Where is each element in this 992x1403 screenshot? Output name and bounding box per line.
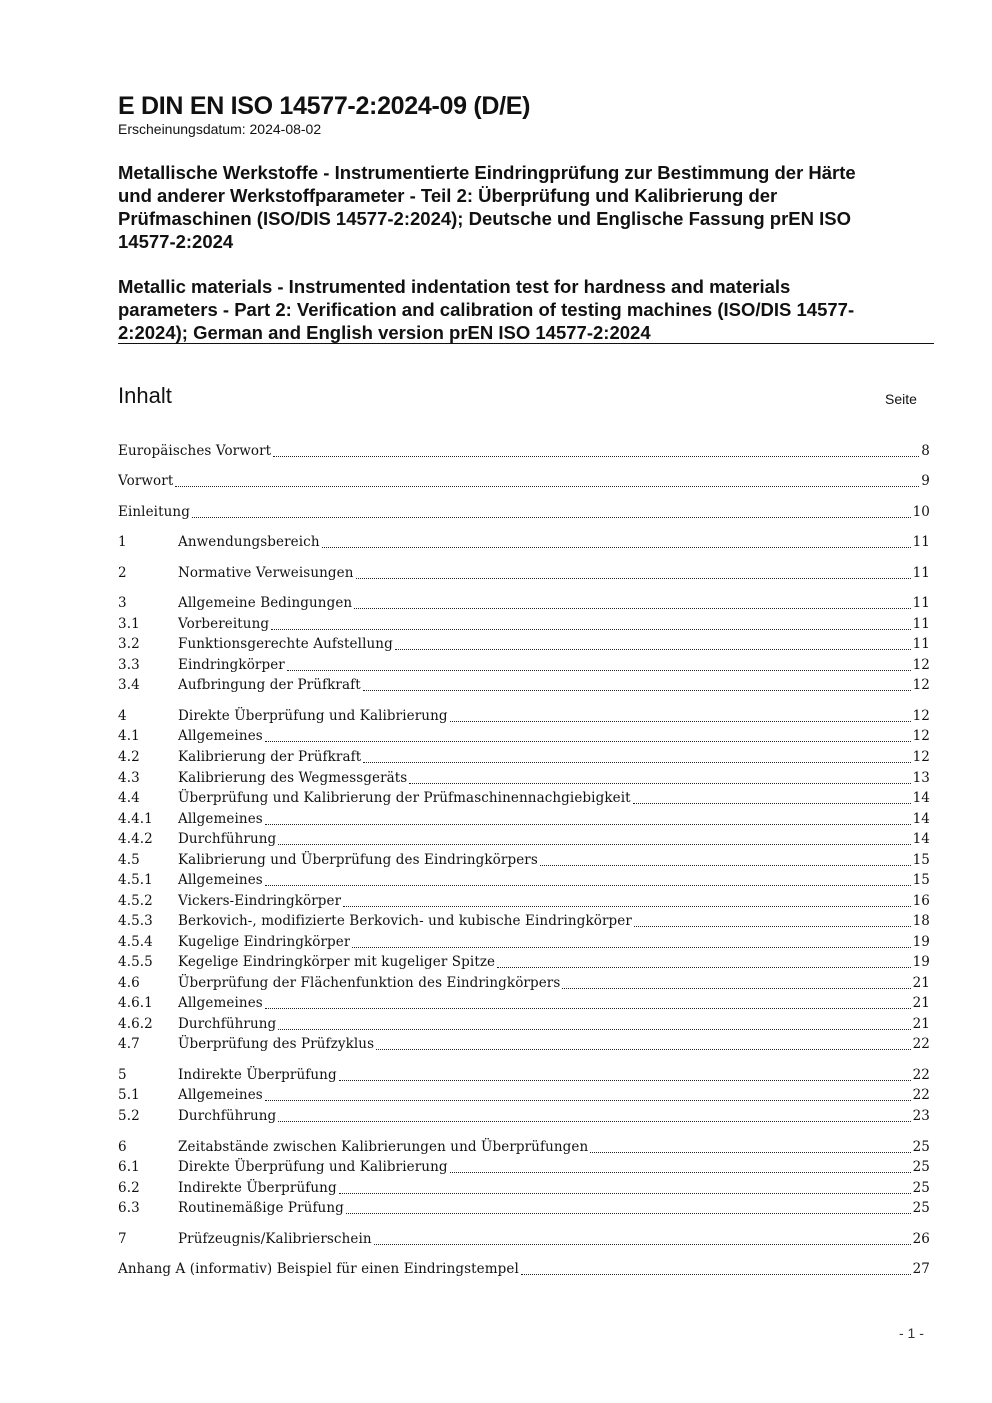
toc-entry-title: Durchführung bbox=[178, 1016, 277, 1032]
toc-dot-leader bbox=[450, 721, 911, 722]
toc-dot-leader bbox=[192, 517, 911, 518]
toc-entry-title: Überprüfung der Flächenfunktion des Eindringkörpers bbox=[178, 975, 561, 991]
toc-entry-page: 25 bbox=[912, 1200, 930, 1216]
toc-entry-page: 11 bbox=[912, 636, 930, 652]
toc-entry[interactable] bbox=[118, 1106, 930, 1126]
toc-entry-number: 1 bbox=[118, 534, 127, 550]
toc-entry-page: 12 bbox=[912, 677, 930, 693]
toc-entry-title: Vorwort bbox=[118, 473, 174, 489]
toc-entry-number: 4.7 bbox=[118, 1036, 140, 1052]
toc-dot-leader bbox=[590, 1152, 910, 1153]
toc-dot-leader bbox=[521, 1274, 911, 1275]
toc-entry[interactable] bbox=[118, 1259, 930, 1279]
toc-dot-leader bbox=[634, 926, 911, 927]
toc-entry-page: 27 bbox=[912, 1261, 930, 1277]
footer-page-number: - 1 - bbox=[899, 1325, 924, 1341]
toc-dot-leader bbox=[271, 629, 910, 630]
toc-entry-title: Einleitung bbox=[118, 504, 190, 520]
toc-dot-leader bbox=[265, 1100, 911, 1101]
toc-entry-title: Allgemeines bbox=[178, 872, 263, 888]
toc-entry-title: Indirekte Überprüfung bbox=[178, 1180, 337, 1196]
toc-entry-page: 25 bbox=[912, 1180, 930, 1196]
toc-entry-page: 13 bbox=[912, 770, 930, 786]
toc-entry-number: 4.6 bbox=[118, 975, 140, 991]
toc-entry-title: Anwendungsbereich bbox=[178, 534, 320, 550]
toc-entry[interactable] bbox=[118, 726, 930, 746]
toc-dot-leader bbox=[339, 1080, 911, 1081]
toc-entry-page: 11 bbox=[912, 595, 930, 611]
title-divider bbox=[118, 343, 934, 344]
toc-dot-leader bbox=[450, 1172, 911, 1173]
toc-entry-page: 18 bbox=[912, 913, 930, 929]
toc-entry-title: Allgemeines bbox=[178, 811, 263, 827]
toc-dot-leader bbox=[395, 649, 911, 650]
toc-entry-title: Prüfzeugnis/Kalibrierschein bbox=[178, 1231, 372, 1247]
toc-dot-leader bbox=[175, 486, 919, 487]
toc-dot-leader bbox=[363, 762, 910, 763]
toc-dot-leader bbox=[278, 1029, 910, 1030]
toc-entry-page: 15 bbox=[912, 852, 930, 868]
document-designation: E DIN EN ISO 14577-2:2024-09 (D/E) bbox=[118, 92, 531, 120]
toc-entry-page: 23 bbox=[912, 1108, 930, 1124]
toc-entry[interactable] bbox=[118, 532, 930, 552]
toc-entry[interactable] bbox=[118, 932, 930, 952]
toc-dot-leader bbox=[343, 906, 910, 907]
toc-entry[interactable] bbox=[118, 891, 930, 911]
toc-dot-leader bbox=[497, 967, 910, 968]
toc-entry[interactable] bbox=[118, 614, 930, 634]
toc-dot-leader bbox=[265, 1008, 911, 1009]
title-german-line: Metallische Werkstoffe - Instrumentierte Eindringprüfung zur Bestimmung der Härte bbox=[118, 162, 856, 183]
toc-dot-leader bbox=[265, 741, 911, 742]
toc-entry-number: 3.2 bbox=[118, 636, 140, 652]
toc-dot-leader bbox=[278, 1121, 910, 1122]
toc-entry-page: 21 bbox=[912, 995, 930, 1011]
toc-entry-number: 6.3 bbox=[118, 1200, 140, 1216]
toc-entry-number: 4.6.2 bbox=[118, 1016, 153, 1032]
toc-entry-title: Anhang A (informativ) Beispiel für einen Eindringstempel bbox=[118, 1261, 519, 1277]
toc-entry[interactable] bbox=[118, 850, 930, 870]
toc-entry[interactable] bbox=[118, 563, 930, 583]
toc-entry-number: 4.1 bbox=[118, 728, 140, 744]
publication-date: Erscheinungsdatum: 2024-08-02 bbox=[118, 121, 322, 137]
toc-entry-number: 4.5.4 bbox=[118, 934, 153, 950]
toc-entry[interactable] bbox=[118, 1178, 930, 1198]
toc-entry-title: Routinemäßige Prüfung bbox=[178, 1200, 344, 1216]
toc-dot-leader bbox=[633, 803, 911, 804]
toc-entry[interactable] bbox=[118, 788, 930, 808]
toc-entry-title: Allgemeines bbox=[178, 995, 263, 1011]
toc-entry-number: 4.4.2 bbox=[118, 831, 153, 847]
toc-entry-page: 12 bbox=[912, 708, 930, 724]
toc-entry-number: 2 bbox=[118, 565, 127, 581]
toc-entry-title: Allgemeines bbox=[178, 728, 263, 744]
toc-entry[interactable] bbox=[118, 993, 930, 1013]
toc-entry-title: Kegelige Eindringkörper mit kugeliger Spitze bbox=[178, 954, 496, 970]
toc-entry[interactable] bbox=[118, 870, 930, 890]
toc-entry-title: Vickers-Eindringkörper bbox=[178, 893, 342, 909]
toc-dot-leader bbox=[540, 865, 911, 866]
toc-entry-number: 5 bbox=[118, 1067, 127, 1083]
toc-entry[interactable] bbox=[118, 1198, 930, 1218]
toc-entry-title: Überprüfung und Kalibrierung der Prüfmaschinennachgiebigkeit bbox=[178, 790, 631, 806]
toc-entry-number: 4.4 bbox=[118, 790, 140, 806]
toc-entry-page: 14 bbox=[912, 811, 930, 827]
toc-entry[interactable] bbox=[118, 1014, 930, 1034]
title-english-line: 2:2024); German and English version prEN ISO 14577-2:2024 bbox=[118, 322, 651, 343]
toc-entry-number: 3.3 bbox=[118, 657, 140, 673]
toc-entry-page: 16 bbox=[912, 893, 930, 909]
toc-entry-number: 5.1 bbox=[118, 1087, 140, 1103]
toc-entry[interactable] bbox=[118, 768, 930, 788]
title-english bbox=[118, 275, 933, 344]
title-german-line: 14577-2:2024 bbox=[118, 231, 234, 252]
toc-entry-number: 4.5.2 bbox=[118, 893, 153, 909]
toc-entry[interactable] bbox=[118, 593, 930, 613]
toc-entry-page: 10 bbox=[912, 504, 930, 520]
toc-entry[interactable] bbox=[118, 441, 930, 461]
toc-entry-page: 8 bbox=[921, 443, 930, 459]
toc-dot-leader bbox=[265, 885, 911, 886]
toc-dot-leader bbox=[409, 783, 910, 784]
toc-dot-leader bbox=[374, 1244, 911, 1245]
toc-entry-number: 4.5.3 bbox=[118, 913, 153, 929]
toc-entry-page: 9 bbox=[921, 473, 930, 489]
toc-dot-leader bbox=[278, 844, 910, 845]
toc-entry-number: 7 bbox=[118, 1231, 127, 1247]
title-german-line: und anderer Werkstoffparameter - Teil 2: Überprüfung und Kalibrierung der bbox=[118, 185, 778, 206]
toc-entry-title: Kalibrierung der Prüfkraft bbox=[178, 749, 362, 765]
toc-entry-number: 4.5.5 bbox=[118, 954, 153, 970]
toc-entry[interactable] bbox=[118, 1085, 930, 1105]
toc-entry-number: 6.2 bbox=[118, 1180, 140, 1196]
toc-entry-title: Indirekte Überprüfung bbox=[178, 1067, 337, 1083]
toc-dot-leader bbox=[562, 988, 910, 989]
toc-entry-title: Direkte Überprüfung und Kalibrierung bbox=[178, 708, 448, 724]
toc-entry-number: 3.1 bbox=[118, 616, 140, 632]
toc-dot-leader bbox=[354, 608, 910, 609]
toc-entry-title: Europäisches Vorwort bbox=[118, 443, 272, 459]
toc-dot-leader bbox=[273, 456, 919, 457]
toc-entry[interactable] bbox=[118, 1157, 930, 1177]
toc-entry-number: 6 bbox=[118, 1139, 127, 1155]
toc-entry[interactable] bbox=[118, 1034, 930, 1054]
toc-entry-page: 19 bbox=[912, 934, 930, 950]
toc-dot-leader bbox=[356, 578, 911, 579]
toc-entry[interactable] bbox=[118, 809, 930, 829]
toc-heading: Inhalt bbox=[118, 383, 172, 408]
toc-entry-title: Durchführung bbox=[178, 831, 277, 847]
toc-entry-title: Aufbringung der Prüfkraft bbox=[178, 677, 361, 693]
toc-entry-number: 6.1 bbox=[118, 1159, 140, 1175]
toc-page-column-label: Seite bbox=[885, 391, 917, 407]
toc-entry-page: 26 bbox=[912, 1231, 930, 1247]
toc-dot-leader bbox=[363, 690, 911, 691]
toc-entry-number: 4.3 bbox=[118, 770, 140, 786]
toc-dot-leader bbox=[352, 947, 910, 948]
toc-entry-page: 25 bbox=[912, 1159, 930, 1175]
toc-entry-page: 22 bbox=[912, 1087, 930, 1103]
toc-entry-page: 21 bbox=[912, 975, 930, 991]
title-german bbox=[118, 161, 933, 253]
toc-entry[interactable] bbox=[118, 502, 930, 522]
toc-entry-title: Kalibrierung des Wegmessgeräts bbox=[178, 770, 408, 786]
toc-entry[interactable] bbox=[118, 1229, 930, 1249]
toc-entry-page: 12 bbox=[912, 749, 930, 765]
toc-dot-leader bbox=[265, 824, 911, 825]
toc-entry-number: 5.2 bbox=[118, 1108, 140, 1124]
toc-entry-number: 4.2 bbox=[118, 749, 140, 765]
toc-entry[interactable] bbox=[118, 1137, 930, 1157]
toc-entry-page: 12 bbox=[912, 728, 930, 744]
toc-entry-title: Funktionsgerechte Aufstellung bbox=[178, 636, 393, 652]
toc-entry[interactable] bbox=[118, 952, 930, 972]
toc-entry[interactable] bbox=[118, 973, 930, 993]
toc-entry-number: 4.6.1 bbox=[118, 995, 153, 1011]
toc-entry-title: Allgemeine Bedingungen bbox=[178, 595, 353, 611]
toc-dot-leader bbox=[339, 1193, 911, 1194]
toc-entry[interactable] bbox=[118, 747, 930, 767]
toc-entry-number: 3 bbox=[118, 595, 127, 611]
toc-entry-title: Überprüfung des Prüfzyklus bbox=[178, 1036, 375, 1052]
toc-entry-page: 19 bbox=[912, 954, 930, 970]
toc-dot-leader bbox=[322, 547, 911, 548]
toc-entry-title: Eindringkörper bbox=[178, 657, 285, 673]
title-german-line: Prüfmaschinen (ISO/DIS 14577-2:2024); Deutsche und Englische Fassung prEN ISO bbox=[118, 208, 852, 229]
toc-entry-title: Kugelige Eindringkörper bbox=[178, 934, 351, 950]
toc-entry-title: Kalibrierung und Überprüfung des Eindringkörpers bbox=[178, 852, 538, 868]
toc-entry[interactable] bbox=[118, 675, 930, 695]
toc-entry-number: 4.4.1 bbox=[118, 811, 153, 827]
toc-entry-number: 3.4 bbox=[118, 677, 140, 693]
toc-entry[interactable] bbox=[118, 471, 930, 491]
toc-entry-number: 4.5.1 bbox=[118, 872, 153, 888]
toc-entry-page: 14 bbox=[912, 790, 930, 806]
toc-entry-page: 22 bbox=[912, 1067, 930, 1083]
toc-entry[interactable] bbox=[118, 706, 930, 726]
toc-entry[interactable] bbox=[118, 1065, 930, 1085]
toc-entry-page: 11 bbox=[912, 534, 930, 550]
title-english-line: parameters - Part 2: Verification and calibration of testing machines (ISO/DIS 14577- bbox=[118, 299, 855, 320]
toc-entry-title: Zeitabstände zwischen Kalibrierungen und Überprüfungen bbox=[178, 1139, 589, 1155]
toc-entry-number: 4.5 bbox=[118, 852, 140, 868]
toc-entry-page: 15 bbox=[912, 872, 930, 888]
toc-dot-leader bbox=[376, 1049, 911, 1050]
toc-entry-title: Allgemeines bbox=[178, 1087, 263, 1103]
toc-entry-page: 22 bbox=[912, 1036, 930, 1052]
toc-entry-number: 4 bbox=[118, 708, 127, 724]
toc-entry-title: Direkte Überprüfung und Kalibrierung bbox=[178, 1159, 448, 1175]
toc-entry-page: 21 bbox=[912, 1016, 930, 1032]
toc-entry-title: Normative Verweisungen bbox=[178, 565, 354, 581]
toc-entry-page: 14 bbox=[912, 831, 930, 847]
toc-entry[interactable] bbox=[118, 911, 930, 931]
toc-entry[interactable] bbox=[118, 634, 930, 654]
toc-dot-leader bbox=[346, 1213, 911, 1214]
toc-entry-page: 25 bbox=[912, 1139, 930, 1155]
toc-entry-title: Durchführung bbox=[178, 1108, 277, 1124]
toc-entry-page: 11 bbox=[912, 616, 930, 632]
toc-entry[interactable] bbox=[118, 829, 930, 849]
toc-dot-leader bbox=[287, 670, 911, 671]
toc-entry-title: Vorbereitung bbox=[178, 616, 270, 632]
toc-entry-page: 12 bbox=[912, 657, 930, 673]
toc-entry[interactable] bbox=[118, 655, 930, 675]
title-english-line: Metallic materials - Instrumented indentation test for hardness and materials bbox=[118, 276, 791, 297]
toc-entry-page: 11 bbox=[912, 565, 930, 581]
toc-entry-title: Berkovich-, modifizierte Berkovich- und kubische Eindringkörper bbox=[178, 913, 632, 929]
